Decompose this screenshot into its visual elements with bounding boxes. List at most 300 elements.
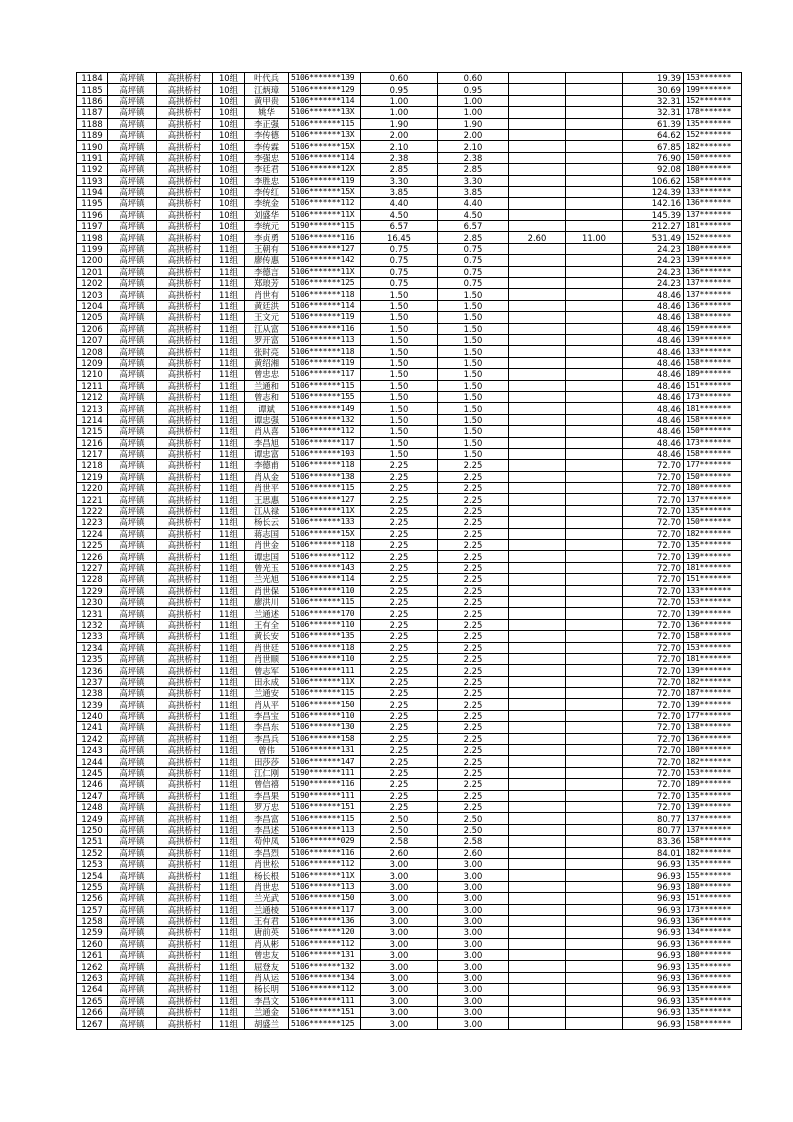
cell-amount: 96.93: [623, 915, 684, 926]
cell-village: 高拱桥村: [157, 73, 213, 84]
table-row: [77, 141, 742, 152]
cell-idcard: 5106*******133: [289, 517, 361, 528]
cell-amount: 92.08: [623, 164, 684, 175]
cell-phone: 137*******: [684, 824, 742, 835]
cell-area2: 1.50: [438, 289, 509, 300]
cell-idcard: 5106*******151: [289, 802, 361, 813]
table-row: [77, 448, 742, 459]
cell-idcard: 5190*******116: [289, 779, 361, 790]
table-row: [77, 608, 742, 619]
cell-town: 高坪镇: [108, 289, 157, 300]
cell-extra1: [509, 426, 566, 437]
cell-amount: 48.46: [623, 300, 684, 311]
cell-idcard: 5106*******115: [289, 483, 361, 494]
cell-extra1: [509, 243, 566, 254]
table-row: [77, 517, 742, 528]
cell-phone: 135*******: [684, 961, 742, 972]
cell-phone: 153*******: [684, 642, 742, 653]
cell-group: 11组: [213, 255, 245, 266]
cell-group: 11组: [213, 334, 245, 345]
cell-group: 11组: [213, 858, 245, 869]
cell-idcard: 5106*******142: [289, 255, 361, 266]
cell-id: 1204: [77, 300, 108, 311]
cell-village: 高拱桥村: [157, 802, 213, 813]
cell-group: 10组: [213, 198, 245, 209]
cell-idcard: 5106*******170: [289, 608, 361, 619]
cell-extra2: [566, 346, 623, 357]
cell-extra2: [566, 414, 623, 425]
cell-extra2: [566, 915, 623, 926]
cell-id: 1211: [77, 380, 108, 391]
cell-phone: 135*******: [684, 790, 742, 801]
cell-name: 兰通金: [245, 1007, 289, 1018]
cell-town: 高坪镇: [108, 323, 157, 334]
cell-area1: 3.00: [361, 1018, 438, 1029]
table-row: [77, 221, 742, 232]
cell-id: 1188: [77, 118, 108, 129]
cell-phone: 136*******: [684, 915, 742, 926]
cell-id: 1219: [77, 471, 108, 482]
cell-extra1: [509, 255, 566, 266]
cell-idcard: 5106*******11X: [289, 676, 361, 687]
cell-area2: 1.50: [438, 346, 509, 357]
cell-village: 高拱桥村: [157, 596, 213, 607]
cell-idcard: 5106*******119: [289, 357, 361, 368]
cell-amount: 80.77: [623, 813, 684, 824]
cell-name: 谭斌: [245, 403, 289, 414]
table-row: [77, 175, 742, 186]
table-row: [77, 722, 742, 733]
cell-idcard: 5106*******112: [289, 551, 361, 562]
cell-extra2: [566, 209, 623, 220]
cell-extra1: [509, 938, 566, 949]
cell-area2: 3.00: [438, 950, 509, 961]
cell-amount: 67.85: [623, 141, 684, 152]
cell-phone: 136*******: [684, 733, 742, 744]
cell-extra2: [566, 574, 623, 585]
cell-extra1: [509, 403, 566, 414]
cell-id: 1224: [77, 528, 108, 539]
cell-area2: 2.25: [438, 540, 509, 551]
cell-area1: 3.00: [361, 858, 438, 869]
cell-id: 1246: [77, 779, 108, 790]
cell-extra2: [566, 1018, 623, 1029]
cell-name: 王有全: [245, 619, 289, 630]
cell-name: 肖从运: [245, 972, 289, 983]
cell-town: 高坪镇: [108, 574, 157, 585]
cell-idcard: 5106*******115: [289, 813, 361, 824]
cell-area1: 3.00: [361, 915, 438, 926]
cell-area1: 0.60: [361, 73, 438, 84]
cell-area2: 1.50: [438, 403, 509, 414]
cell-village: 高拱桥村: [157, 460, 213, 471]
table-row: [77, 483, 742, 494]
cell-area1: 2.25: [361, 551, 438, 562]
cell-id: 1226: [77, 551, 108, 562]
cell-group: 11组: [213, 596, 245, 607]
cell-amount: 96.93: [623, 870, 684, 881]
cell-area2: 3.00: [438, 858, 509, 869]
cell-idcard: 5106*******136: [289, 915, 361, 926]
cell-id: 1197: [77, 221, 108, 232]
cell-town: 高坪镇: [108, 334, 157, 345]
cell-name: 廖传惠: [245, 255, 289, 266]
cell-extra1: [509, 745, 566, 756]
cell-area1: 2.25: [361, 699, 438, 710]
cell-town: 高坪镇: [108, 870, 157, 881]
cell-village: 高拱桥村: [157, 893, 213, 904]
cell-amount: 48.46: [623, 323, 684, 334]
cell-village: 高拱桥村: [157, 585, 213, 596]
cell-group: 11组: [213, 300, 245, 311]
cell-idcard: 5106*******111: [289, 665, 361, 676]
cell-phone: 180*******: [684, 745, 742, 756]
cell-group: 11组: [213, 710, 245, 721]
cell-area1: 2.25: [361, 619, 438, 630]
cell-phone: 135*******: [684, 118, 742, 129]
cell-idcard: 5106*******110: [289, 653, 361, 664]
cell-extra2: [566, 95, 623, 106]
cell-town: 高坪镇: [108, 779, 157, 790]
cell-phone: 152*******: [684, 129, 742, 140]
cell-extra1: [509, 289, 566, 300]
cell-amount: 96.93: [623, 858, 684, 869]
cell-amount: 76.90: [623, 152, 684, 163]
cell-town: 高坪镇: [108, 505, 157, 516]
cell-area2: 6.57: [438, 221, 509, 232]
cell-group: 11组: [213, 699, 245, 710]
cell-area2: 3.85: [438, 186, 509, 197]
table-row: [77, 699, 742, 710]
cell-group: 11组: [213, 289, 245, 300]
cell-area2: 2.25: [438, 528, 509, 539]
cell-id: 1240: [77, 710, 108, 721]
cell-name: 刘盛华: [245, 209, 289, 220]
cell-area1: 1.50: [361, 334, 438, 345]
cell-group: 11组: [213, 961, 245, 972]
cell-name: 王文元: [245, 312, 289, 323]
cell-town: 高坪镇: [108, 767, 157, 778]
cell-extra1: [509, 198, 566, 209]
cell-village: 高拱桥村: [157, 221, 213, 232]
cell-idcard: 5106*******118: [289, 289, 361, 300]
cell-phone: 177*******: [684, 460, 742, 471]
cell-area2: 1.50: [438, 391, 509, 402]
cell-phone: 134*******: [684, 927, 742, 938]
table-row: [77, 403, 742, 414]
cell-extra1: [509, 915, 566, 926]
cell-idcard: 5106*******114: [289, 152, 361, 163]
cell-extra1: [509, 84, 566, 95]
cell-id: 1227: [77, 562, 108, 573]
cell-idcard: 5190*******111: [289, 767, 361, 778]
cell-area1: 1.50: [361, 403, 438, 414]
cell-area2: 4.40: [438, 198, 509, 209]
cell-idcard: 5106*******149: [289, 403, 361, 414]
cell-amount: 48.46: [623, 369, 684, 380]
cell-idcard: 5106*******117: [289, 369, 361, 380]
cell-name: 兰通述: [245, 608, 289, 619]
cell-town: 高坪镇: [108, 596, 157, 607]
cell-town: 高坪镇: [108, 699, 157, 710]
cell-extra2: [566, 540, 623, 551]
cell-town: 高坪镇: [108, 847, 157, 858]
cell-name: 李正强: [245, 118, 289, 129]
cell-area1: 2.25: [361, 653, 438, 664]
cell-name: 李昌兵: [245, 733, 289, 744]
cell-phone: 182*******: [684, 528, 742, 539]
cell-area1: 1.50: [361, 426, 438, 437]
cell-name: 王有君: [245, 915, 289, 926]
cell-extra1: [509, 733, 566, 744]
cell-area1: 2.10: [361, 141, 438, 152]
cell-group: 11组: [213, 266, 245, 277]
cell-area2: 2.25: [438, 688, 509, 699]
cell-town: 高坪镇: [108, 972, 157, 983]
table-row: [77, 881, 742, 892]
cell-area1: 2.50: [361, 813, 438, 824]
cell-idcard: 5106*******150: [289, 893, 361, 904]
cell-area1: 0.75: [361, 255, 438, 266]
cell-phone: 138*******: [684, 312, 742, 323]
cell-idcard: 5106*******115: [289, 380, 361, 391]
table-row: [77, 232, 742, 243]
cell-amount: 142.16: [623, 198, 684, 209]
table-row: [77, 972, 742, 983]
cell-extra1: [509, 585, 566, 596]
cell-area1: 1.50: [361, 437, 438, 448]
cell-group: 11组: [213, 984, 245, 995]
cell-name: 江炳璋: [245, 84, 289, 95]
cell-id: 1260: [77, 938, 108, 949]
cell-extra1: [509, 380, 566, 391]
cell-amount: 72.70: [623, 653, 684, 664]
cell-id: 1218: [77, 460, 108, 471]
cell-amount: 72.70: [623, 574, 684, 585]
cell-group: 11组: [213, 653, 245, 664]
cell-town: 高坪镇: [108, 221, 157, 232]
cell-area1: 2.25: [361, 790, 438, 801]
cell-area1: 1.50: [361, 357, 438, 368]
cell-area1: 1.50: [361, 414, 438, 425]
cell-area1: 16.45: [361, 232, 438, 243]
cell-id: 1250: [77, 824, 108, 835]
cell-extra2: [566, 631, 623, 642]
cell-village: 高拱桥村: [157, 1018, 213, 1029]
cell-area1: 1.50: [361, 300, 438, 311]
cell-phone: 152*******: [684, 232, 742, 243]
cell-name: 李昌烈: [245, 847, 289, 858]
cell-name: 李昌富: [245, 813, 289, 824]
cell-id: 1221: [77, 494, 108, 505]
cell-village: 高拱桥村: [157, 95, 213, 106]
cell-village: 高拱桥村: [157, 619, 213, 630]
cell-town: 高坪镇: [108, 369, 157, 380]
cell-area1: 2.25: [361, 471, 438, 482]
cell-area2: 2.25: [438, 505, 509, 516]
cell-group: 11组: [213, 904, 245, 915]
cell-amount: 106.62: [623, 175, 684, 186]
cell-group: 11组: [213, 323, 245, 334]
cell-group: 10组: [213, 175, 245, 186]
cell-town: 高坪镇: [108, 915, 157, 926]
cell-extra1: [509, 460, 566, 471]
cell-area1: 2.25: [361, 642, 438, 653]
cell-amount: 72.70: [623, 642, 684, 653]
table-row: [77, 733, 742, 744]
cell-town: 高坪镇: [108, 84, 157, 95]
cell-name: 曾志军: [245, 665, 289, 676]
cell-phone: 158*******: [684, 175, 742, 186]
cell-id: 1208: [77, 346, 108, 357]
table-row: [77, 642, 742, 653]
cell-id: 1202: [77, 278, 108, 289]
cell-idcard: 5106*******11X: [289, 266, 361, 277]
cell-amount: 72.70: [623, 733, 684, 744]
cell-area1: 2.25: [361, 460, 438, 471]
cell-id: 1207: [77, 334, 108, 345]
cell-extra1: [509, 653, 566, 664]
cell-idcard: 5106*******114: [289, 95, 361, 106]
cell-phone: 180*******: [684, 881, 742, 892]
cell-idcard: 5106*******131: [289, 745, 361, 756]
cell-id: 1243: [77, 745, 108, 756]
cell-group: 11组: [213, 893, 245, 904]
cell-extra1: [509, 802, 566, 813]
cell-town: 高坪镇: [108, 540, 157, 551]
cell-area1: 1.90: [361, 118, 438, 129]
cell-area2: 3.00: [438, 904, 509, 915]
cell-phone: 136*******: [684, 619, 742, 630]
cell-phone: 152*******: [684, 95, 742, 106]
cell-extra2: [566, 585, 623, 596]
cell-id: 1252: [77, 847, 108, 858]
cell-name: 谭忠国: [245, 551, 289, 562]
cell-group: 11组: [213, 1018, 245, 1029]
cell-extra2: [566, 505, 623, 516]
cell-extra1: [509, 540, 566, 551]
cell-group: 11组: [213, 847, 245, 858]
table-row: [77, 505, 742, 516]
cell-group: 11组: [213, 722, 245, 733]
cell-village: 高拱桥村: [157, 950, 213, 961]
cell-id: 1230: [77, 596, 108, 607]
cell-area2: 2.25: [438, 562, 509, 573]
cell-extra2: [566, 107, 623, 118]
table-row: [77, 631, 742, 642]
cell-amount: 48.46: [623, 426, 684, 437]
cell-extra1: [509, 779, 566, 790]
subsidy-roster-table: [76, 72, 742, 1030]
cell-amount: 48.46: [623, 414, 684, 425]
cell-name: 江从禄: [245, 505, 289, 516]
cell-phone: 139*******: [684, 334, 742, 345]
cell-village: 高拱桥村: [157, 84, 213, 95]
cell-idcard: 5106*******139: [289, 73, 361, 84]
cell-area1: 2.25: [361, 494, 438, 505]
cell-idcard: 5106*******112: [289, 938, 361, 949]
cell-area2: 2.25: [438, 471, 509, 482]
cell-group: 11组: [213, 574, 245, 585]
cell-town: 高坪镇: [108, 631, 157, 642]
cell-area2: 2.10: [438, 141, 509, 152]
cell-name: 李德言: [245, 266, 289, 277]
cell-group: 11组: [213, 437, 245, 448]
cell-idcard: 5106*******120: [289, 927, 361, 938]
cell-area1: 2.25: [361, 745, 438, 756]
table-row: [77, 107, 742, 118]
cell-group: 11组: [213, 688, 245, 699]
cell-extra2: [566, 699, 623, 710]
cell-amount: 96.93: [623, 961, 684, 972]
cell-village: 高拱桥村: [157, 1007, 213, 1018]
cell-extra2: [566, 756, 623, 767]
cell-group: 10组: [213, 152, 245, 163]
cell-village: 高拱桥村: [157, 312, 213, 323]
table-row: [77, 950, 742, 961]
cell-area1: 1.50: [361, 391, 438, 402]
cell-idcard: 5106*******127: [289, 243, 361, 254]
cell-idcard: 5106*******13X: [289, 107, 361, 118]
cell-extra1: [509, 346, 566, 357]
cell-idcard: 5106*******111: [289, 995, 361, 1006]
table-row: [77, 870, 742, 881]
cell-phone: 150*******: [684, 471, 742, 482]
cell-idcard: 5106*******110: [289, 619, 361, 630]
cell-area2: 2.25: [438, 619, 509, 630]
cell-phone: 136*******: [684, 938, 742, 949]
cell-idcard: 5106*******118: [289, 642, 361, 653]
cell-extra2: [566, 266, 623, 277]
cell-area2: 2.25: [438, 676, 509, 687]
table-row: [77, 73, 742, 84]
cell-phone: 182*******: [684, 756, 742, 767]
cell-area2: 2.58: [438, 836, 509, 847]
cell-amount: 124.39: [623, 186, 684, 197]
cell-id: 1200: [77, 255, 108, 266]
cell-idcard: 5106*******114: [289, 574, 361, 585]
cell-extra1: [509, 756, 566, 767]
cell-extra1: [509, 1018, 566, 1029]
cell-phone: 180*******: [684, 164, 742, 175]
cell-extra2: [566, 767, 623, 778]
cell-group: 10组: [213, 129, 245, 140]
cell-extra2: [566, 551, 623, 562]
cell-name: 肖世顺: [245, 653, 289, 664]
cell-extra2: [566, 312, 623, 323]
cell-phone: 181*******: [684, 653, 742, 664]
table-row: [77, 334, 742, 345]
cell-id: 1264: [77, 984, 108, 995]
cell-group: 11组: [213, 494, 245, 505]
cell-id: 1206: [77, 323, 108, 334]
cell-phone: 136*******: [684, 266, 742, 277]
cell-phone: 182*******: [684, 676, 742, 687]
cell-id: 1261: [77, 950, 108, 961]
table-row: [77, 369, 742, 380]
cell-town: 高坪镇: [108, 562, 157, 573]
cell-extra1: [509, 209, 566, 220]
cell-town: 高坪镇: [108, 357, 157, 368]
cell-group: 11组: [213, 278, 245, 289]
cell-amount: 72.70: [623, 631, 684, 642]
cell-town: 高坪镇: [108, 961, 157, 972]
cell-id: 1248: [77, 802, 108, 813]
cell-amount: 72.70: [623, 505, 684, 516]
cell-extra2: [566, 722, 623, 733]
cell-area1: 1.00: [361, 107, 438, 118]
cell-extra1: [509, 790, 566, 801]
